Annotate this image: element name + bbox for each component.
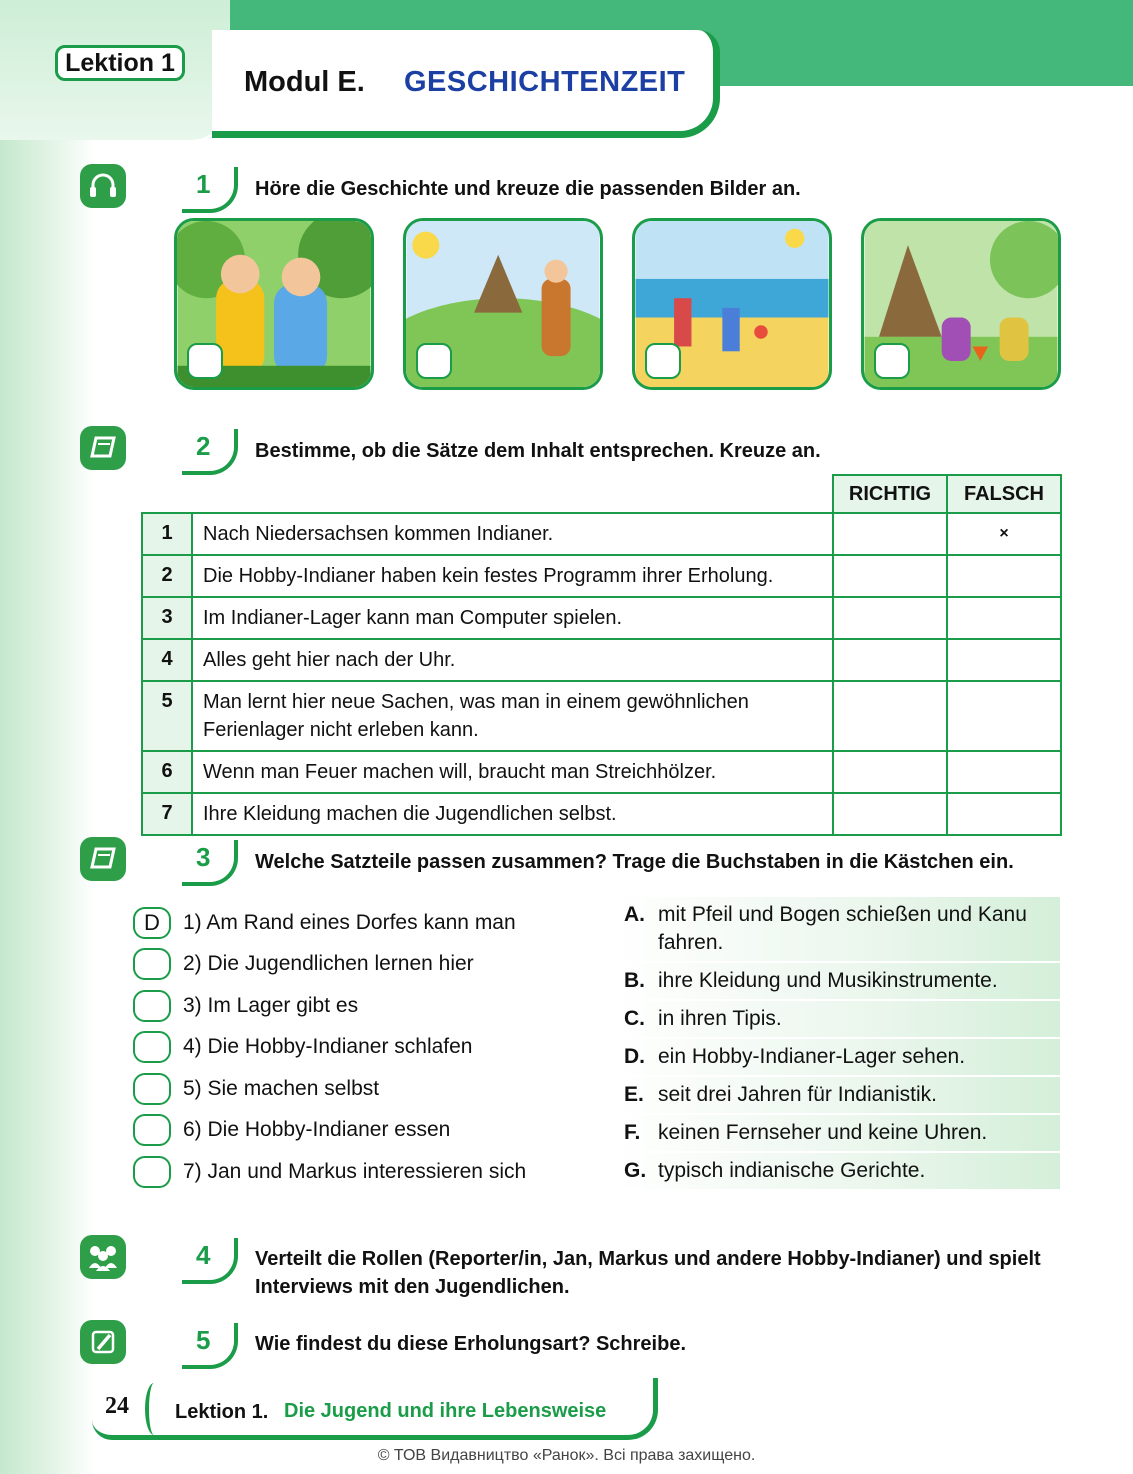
exercise-number-5: 5 xyxy=(182,1323,240,1369)
answer-box[interactable] xyxy=(133,990,171,1022)
list-item: 3) Im Lager gibt es xyxy=(133,985,526,1027)
picture-4-checkbox[interactable] xyxy=(874,343,910,379)
falsch-cell[interactable] xyxy=(947,597,1061,639)
lektion-badge: Lektion 1 xyxy=(55,45,185,81)
book-icon xyxy=(80,837,126,881)
tipi-meadow-picture xyxy=(403,218,603,390)
exercise-2-instruction: Bestimme, ob die Sätze dem Inhalt entsprechen. Kreuze an. xyxy=(255,440,821,462)
answer-box[interactable]: D xyxy=(133,907,171,939)
list-item: A. mit Pfeil und Bogen schießen und Kanu fahren. xyxy=(614,897,1060,963)
modul-label: Modul E. xyxy=(244,66,365,98)
answer-box[interactable] xyxy=(133,948,171,980)
campfire-picture xyxy=(861,218,1061,390)
true-false-table xyxy=(141,474,1062,836)
list-item: 7) Jan und Markus interessieren sich xyxy=(133,1151,526,1193)
richtig-cell[interactable] xyxy=(833,639,947,681)
table-header-row xyxy=(142,475,1061,513)
headphones-icon xyxy=(80,164,126,208)
richtig-cell[interactable] xyxy=(833,555,947,597)
richtig-cell[interactable] xyxy=(833,681,947,751)
richtig-cell[interactable] xyxy=(833,513,947,555)
list-item: B. ihre Kleidung und Musikinstrumente. xyxy=(614,963,1060,1001)
list-item: 6) Die Hobby-Indianer essen xyxy=(133,1110,526,1152)
list-item: C. in ihren Tipis. xyxy=(614,1001,1060,1039)
falsch-cell[interactable] xyxy=(947,793,1061,835)
exercise-3-instruction: Welche Satzteile passen zusammen? Trage die Buchstaben in die Kästchen ein. xyxy=(255,851,1014,873)
table-row: 4 Alles geht hier nach der Uhr. xyxy=(142,639,1061,681)
falsch-cell[interactable] xyxy=(947,639,1061,681)
col-falsch: FALSCH xyxy=(947,475,1061,513)
exercise-5-instruction: Wie findest du diese Erholungsart? Schreibe. xyxy=(255,1333,687,1355)
footer-divider xyxy=(145,1383,163,1435)
richtig-cell[interactable] xyxy=(833,793,947,835)
list-item: D. ein Hobby-Indianer-Lager sehen. xyxy=(614,1039,1060,1077)
answer-box[interactable] xyxy=(133,1114,171,1146)
exercise-number-2: 2 xyxy=(182,429,240,475)
table-row: 3 Im Indianer-Lager kann man Computer spielen. xyxy=(142,597,1061,639)
copyright: © ТОВ Видавництво «Ранок». Всі права захищено. xyxy=(377,1447,756,1464)
list-item: E. seit drei Jahren für Indianistik. xyxy=(614,1077,1060,1115)
pencil-icon xyxy=(80,1320,126,1364)
exercise-4-instruction: Verteilt die Rollen (Reporter/in, Jan, Markus und andere Hobby-Indianer) und spielt Interviews mit den Jugendlichen. xyxy=(255,1248,1041,1298)
falsch-cell[interactable]: × xyxy=(947,513,1061,555)
table-row: 2 Die Hobby-Indianer haben kein festes Programm ihrer Erholung. xyxy=(142,555,1061,597)
hikers-picture xyxy=(174,218,374,390)
exercise-1-instruction: Höre die Geschichte und kreuze die passenden Bilder an. xyxy=(255,178,801,200)
picture-2-checkbox[interactable] xyxy=(416,343,452,379)
list-item: D 1) Am Rand eines Dorfes kann man xyxy=(133,902,526,944)
footer-lektion: Lektion 1. xyxy=(175,1401,269,1423)
answer-box[interactable] xyxy=(133,1073,171,1105)
exercise-number-4: 4 xyxy=(182,1238,240,1284)
matching-left-list xyxy=(133,902,526,1193)
richtig-cell[interactable] xyxy=(833,751,947,793)
list-item: 2) Die Jugendlichen lernen hier xyxy=(133,944,526,986)
col-richtig: RICHTIG xyxy=(833,475,947,513)
picture-3-checkbox[interactable] xyxy=(645,343,681,379)
group-icon xyxy=(80,1235,126,1279)
list-item: G. typisch indianische Gerichte. xyxy=(614,1153,1060,1191)
table-row: 7 Ihre Kleidung machen die Jugendlichen selbst. xyxy=(142,793,1061,835)
footer-subtitle: Die Jugend und ihre Lebensweise xyxy=(284,1400,607,1422)
richtig-cell[interactable] xyxy=(833,597,947,639)
falsch-cell[interactable] xyxy=(947,751,1061,793)
picture-1-checkbox[interactable] xyxy=(187,343,223,379)
falsch-cell[interactable] xyxy=(947,681,1061,751)
table-row: 5 Man lernt hier neue Sachen, was man in einem gewöhnlichen Ferienlager nicht erleben kann. xyxy=(142,681,1061,751)
beach-picture xyxy=(632,218,832,390)
list-item: F. keinen Fernseher und keine Uhren. xyxy=(614,1115,1060,1153)
page-title: GESCHICHTENZEIT xyxy=(404,66,686,98)
matching-right-list xyxy=(614,897,1060,1191)
exercise-number-1: 1 xyxy=(182,167,240,213)
book-icon xyxy=(80,426,126,470)
answer-box[interactable] xyxy=(133,1031,171,1063)
page-number: 24 xyxy=(105,1393,129,1419)
falsch-cell[interactable] xyxy=(947,555,1061,597)
list-item: 4) Die Hobby-Indianer schlafen xyxy=(133,1027,526,1069)
table-row: 1 Nach Niedersachsen kommen Indianer. × xyxy=(142,513,1061,555)
exercise-number-3: 3 xyxy=(182,840,240,886)
list-item: 5) Sie machen selbst xyxy=(133,1068,526,1110)
answer-box[interactable] xyxy=(133,1156,171,1188)
table-row: 6 Wenn man Feuer machen will, braucht man Streichhölzer. xyxy=(142,751,1061,793)
